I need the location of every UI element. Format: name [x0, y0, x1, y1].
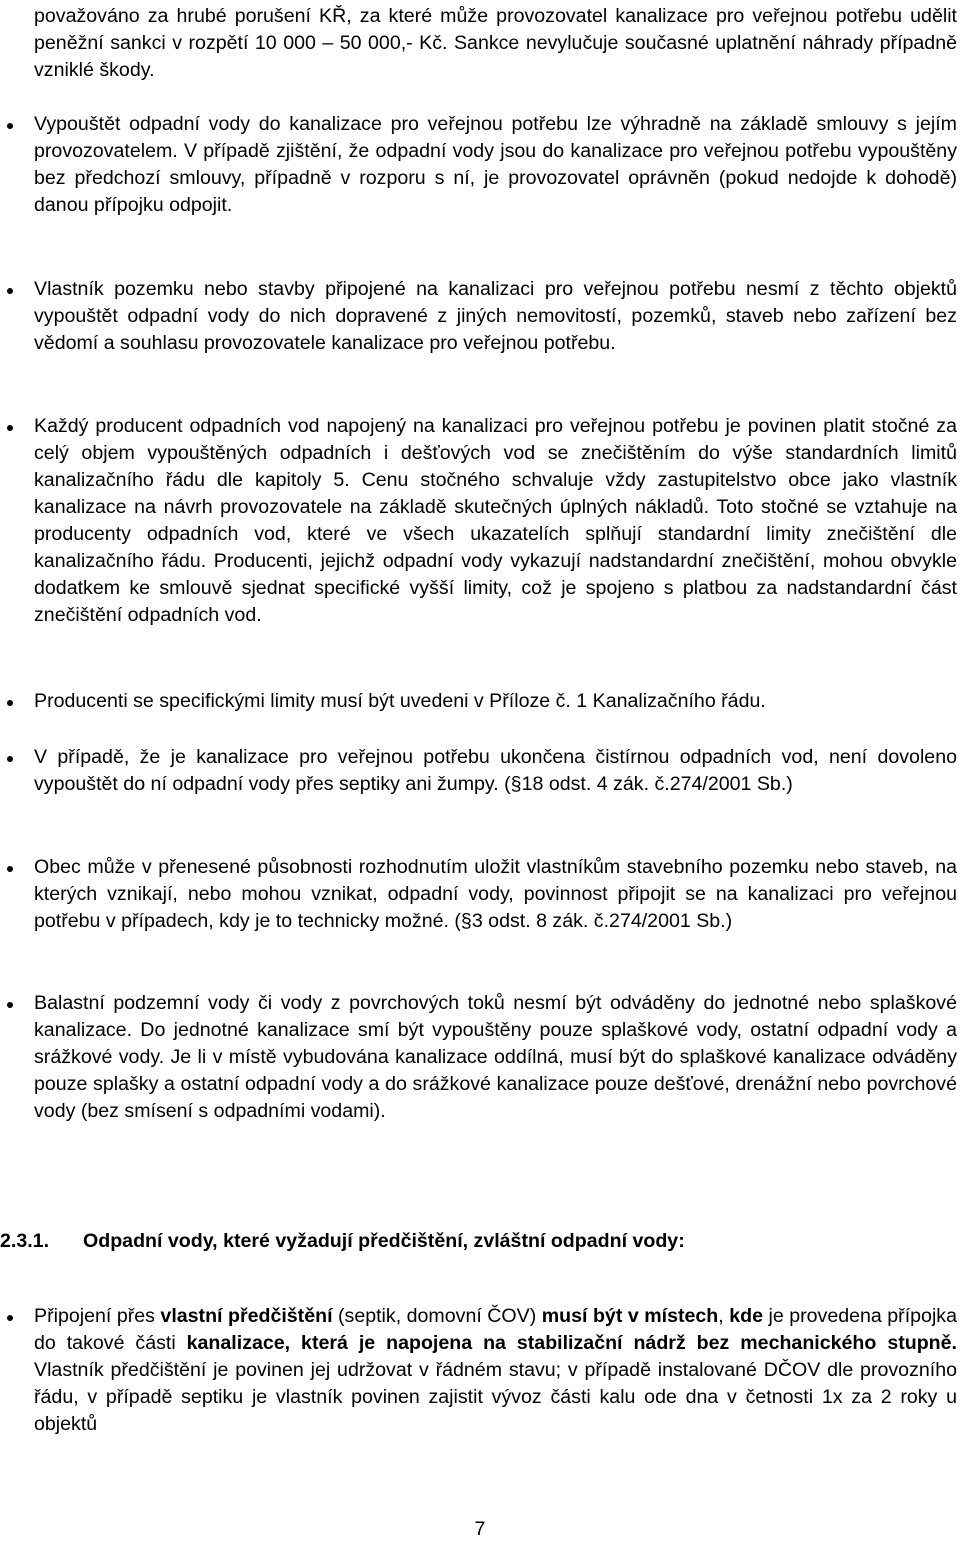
section-title: Odpadní vody, které vyžadují předčištění, zvláštní odpadní vody: [83, 1230, 685, 1252]
list-item [34, 990, 957, 1125]
list-item [34, 111, 957, 219]
list-item [34, 413, 957, 629]
list-item [34, 1303, 957, 1438]
page-number: 7 [474, 1518, 486, 1540]
list-item-text: Producenti se specifickými limity musí být uvedeni v Příloze č. 1 Kanalizačního řádu. [34, 690, 766, 712]
list-item [34, 744, 957, 798]
list-item [34, 276, 957, 357]
bullet-icon [7, 123, 13, 129]
bullet-icon [7, 1315, 13, 1321]
list-item-text: Každý producent odpadních vod napojený na kanalizaci pro veřejnou potřebu je povinen platit stočné za celý objem vypouštěných odpadních i dešťových vod se znečištěním do výše standardních limitů kanalizačního řádu dle kapitoly 5. Cenu stočného schvaluje vždy zastupitelstvo obce jako vlastník kanalizace na návrh provozovatele na základě skutečných úplných nákladů. Toto stočné se vztahuje na producenty odpadních vod, které ve všech ukazatelích splňují standardní limity znečištění dle kanalizačního řádu. Producenti, jejichž odpadní vody vykazují nadstandardní znečištění, mohou obvykle dodatkem ke smlouvě sjednat specifické vyšší limity, což je spojeno s platbou za nadstandardní část znečištění odpadních vod. [34, 415, 957, 626]
list-item-text: Vlastník pozemku nebo stavby připojené na kanalizaci pro veřejnou potřebu nesmí z těchto objektů vypouštět odpadní vody do nich dopravené z jiných nemovitostí, pozemků, staveb nebo zařízení bez vědomí a souhlasu provozovatele kanalizace pro veřejnou potřebu. [34, 278, 957, 354]
list-item-text: Balastní podzemní vody či vody z povrchových toků nesmí být odváděny do jednotné nebo splaškové kanalizace. Do jednotné kanalizace smí být vypouštěny pouze splaškové vody, ostatní odpadní vody a srážkové vody. Je li v místě vybudována kanalizace oddílná, musí být do splaškové kanalizace odváděny pouze splašky a ostatní odpadní vody a do srážkové kanalizace pouze dešťové, drenážní nebo povrchové vody (bez smísení s odpadními vodami). [34, 992, 957, 1122]
bullet-icon [7, 756, 13, 762]
continuation-paragraph: považováno za hrubé porušení KŘ, za které může provozovatel kanalizace pro veřejnou potřebu udělit peněžní sankci v rozpětí 10 000 – 50 000,- Kč. Sankce nevylučuje současné uplatnění náhrady případně vzniklé škody. [34, 5, 957, 81]
list-item-text: Vypouštět odpadní vody do kanalizace pro veřejnou potřebu lze výhradně na základě smlouvy s jejím provozovatelem. V případě zjištění, že odpadní vody jsou do kanalizace pro veřejnou potřebu vypouštěny bez předchozí smlouvy, případně v rozporu s ní, je provozovatel oprávněn (pokud nedojde k dohodě) danou přípojku odpojit. [34, 113, 957, 216]
bullet-icon [7, 700, 13, 706]
list-item [34, 688, 957, 715]
section-heading [0, 1228, 923, 1255]
bullet-icon [7, 288, 13, 294]
bullet-icon [7, 866, 13, 872]
list-item-text: Obec může v přenesené působnosti rozhodnutím uložit vlastníkům stavebního pozemku nebo staveb, na kterých vznikají, nebo mohou vznikat, odpadní vody, povinnost připojit se na kanalizaci pro veřejnou potřebu v případech, kdy je to technicky možné. (§3 odst. 8 zák. č.274/2001 Sb.) [34, 856, 957, 932]
list-item-text: V případě, že je kanalizace pro veřejnou potřebu ukončena čistírnou odpadních vod, není dovoleno vypouštět do ní odpadní vody přes septiky ani žumpy. (§18 odst. 4 zák. č.274/2001 Sb.) [34, 746, 957, 795]
bullet-icon [7, 425, 13, 431]
list-item [34, 854, 957, 935]
bullet-icon [7, 1002, 13, 1008]
section-number: 2.3.1. [0, 1230, 50, 1252]
list-item-text: Připojení přes vlastní předčištění (septik, domovní ČOV) musí být v místech, kde je provedena přípojka do takové části kanalizace, která je napojena na stabilizační nádrž bez mechanického stupně. Vlastník předčištění je povinen jej udržovat v řádném stavu; v případě instalované DČOV dle provozního řádu, v případě septiku je vlastník povinen zajistit vývoz části kalu ode dna v četnosti 1x za 2 roky u objektů [34, 1305, 957, 1435]
